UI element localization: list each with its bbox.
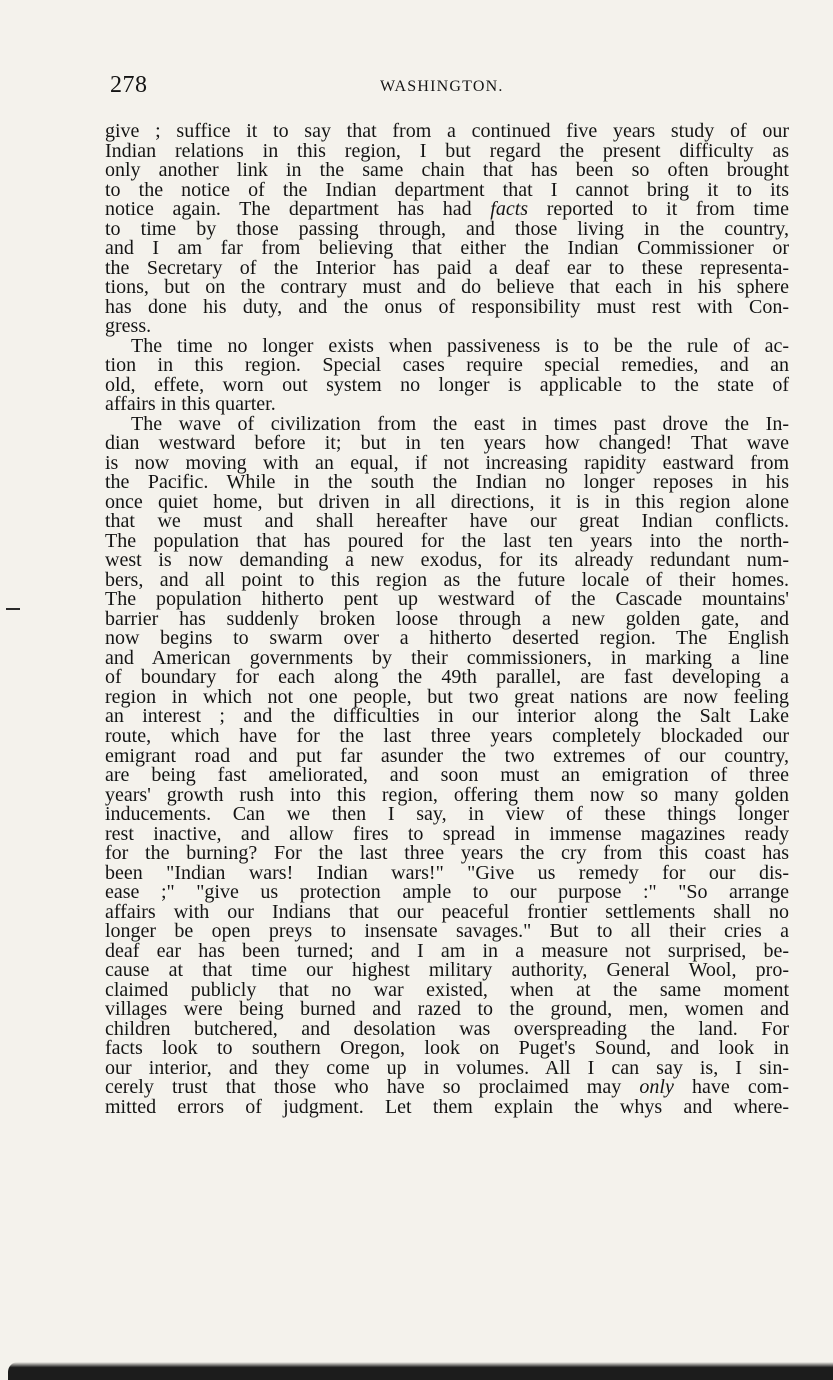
text-line: affairs in this quarter. xyxy=(105,393,276,416)
text-line: cause at that time our highest military authority, General Wool, pro- xyxy=(105,959,789,982)
text-line: children butchered, and desolation was overspreading the land. For xyxy=(105,1017,789,1040)
text-line: and American governments by their commissioners, in marking a line xyxy=(105,646,789,669)
text-line: claimed publicly that no war existed, when at the same moment xyxy=(105,978,789,1001)
text-line: an interest ; and the difficulties in our interior along the Salt Lake xyxy=(105,705,789,728)
text-line: tion in this region. Special cases require special remedies, and an xyxy=(105,354,789,377)
text-line: has done his duty, and the onus of responsibility must rest with Con- xyxy=(105,295,789,318)
text-line: facts look to southern Oregon, look on Puget's Sound, and look in xyxy=(105,1037,789,1060)
text-line: notice again. The department has had facts reported to it from time xyxy=(105,198,789,221)
text-line: been "Indian wars! Indian wars!" "Give us remedy for our dis- xyxy=(105,861,789,884)
text-line: villages were being burned and razed to the ground, men, women and xyxy=(105,998,789,1021)
text-line: bers, and all point to this region as the future locale of their homes. xyxy=(105,568,789,591)
text-line: our interior, and they come up in volumes. All I can say is, I sin- xyxy=(105,1056,789,1079)
margin-mark xyxy=(6,608,20,610)
text-line: that we must and shall hereafter have our great Indian conflicts. xyxy=(105,510,789,533)
text-line: give ; suffice it to say that from a continued five years study of our xyxy=(105,120,789,142)
text-line: of boundary for each along the 49th parallel, are fast developing a xyxy=(105,666,789,689)
text-line: dian westward before it; but in ten years how changed! That wave xyxy=(105,432,789,455)
text-line: and I am far from believing that either the Indian Commissioner or xyxy=(105,237,789,260)
text-line: The wave of civilization from the east in times past drove the In- xyxy=(131,412,789,435)
text-line: cerely trust that those who have so proclaimed may only have com- xyxy=(105,1076,789,1099)
text-line: old, effete, worn out system no longer is applicable to the state of xyxy=(105,373,789,396)
text-line: The population hitherto pent up westward of the Cascade mountains' xyxy=(105,588,789,611)
text-line: once quiet home, but driven in all directions, it is in this region alone xyxy=(105,490,789,513)
text-line: route, which have for the last three years completely blockaded our xyxy=(105,724,789,747)
text-line: the Pacific. While in the south the Indian no longer reposes in his xyxy=(105,471,789,494)
text-line: years' growth rush into this region, offering them now so many golden xyxy=(105,783,789,806)
text-line: longer be open preys to insensate savages." But to all their cries a xyxy=(105,920,789,943)
text-line: mitted errors of judgment. Let them explain the whys and where- xyxy=(105,1095,789,1118)
text-line: tions, but on the contrary must and do believe that each in his sphere xyxy=(105,276,789,299)
page-number: 278 xyxy=(110,72,148,98)
scan-bottom-edge xyxy=(8,1362,833,1380)
text-line: deaf ear has been turned; and I am in a measure not surprised, be- xyxy=(105,939,789,962)
text-line: affairs with our Indians that our peaceful frontier settlements shall no xyxy=(105,900,789,923)
text-line: barrier has suddenly broken loose through a new golden gate, and xyxy=(105,607,789,630)
text-line: for the burning? For the last three years the cry from this coast has xyxy=(105,842,789,865)
text-line: ease ;" "give us protection ample to our purpose :" "So arrange xyxy=(105,881,789,904)
text-line: The time no longer exists when passiveness is to be the rule of ac- xyxy=(131,334,789,357)
text-line: emigrant road and put far asunder the two extremes of our country, xyxy=(105,744,789,767)
text-line: The population that has poured for the last ten years into the north- xyxy=(105,529,789,552)
text-line: the Secretary of the Interior has paid a deaf ear to these representa- xyxy=(105,256,789,279)
text-line: west is now demanding a new exodus, for its already redundant num- xyxy=(105,549,789,572)
text-line: to time by those passing through, and those living in the country, xyxy=(105,217,789,240)
text-line: to the notice of the Indian department that I cannot bring it to its xyxy=(105,178,789,201)
text-line: is now moving with an equal, if not increasing rapidity eastward from xyxy=(105,451,789,474)
text-line: region in which not one people, but two great nations are now feeling xyxy=(105,685,789,708)
page-header xyxy=(110,72,786,102)
running-head: WASHINGTON. xyxy=(380,78,504,95)
text-line: gress. xyxy=(105,315,152,338)
text-line: rest inactive, and allow fires to spread in immense magazines ready xyxy=(105,822,789,845)
text-line: Indian relations in this region, I but regard the present difficulty as xyxy=(105,139,789,162)
text-line: only another link in the same chain that has been so often brought xyxy=(105,159,789,182)
text-line: now begins to swarm over a hitherto deserted region. The English xyxy=(105,627,789,650)
body-text xyxy=(105,122,789,1117)
text-line: are being fast ameliorated, and soon must an emigration of three xyxy=(105,764,789,787)
text-line: inducements. Can we then I say, in view of these things longer xyxy=(105,803,789,826)
